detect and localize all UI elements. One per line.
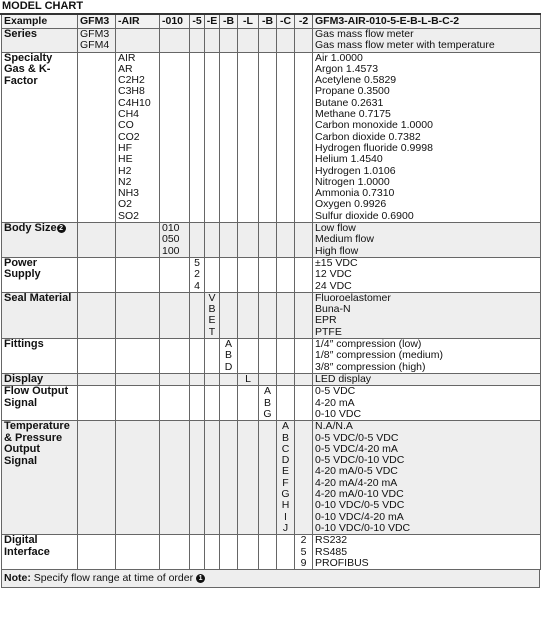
row-display xyxy=(2,373,541,386)
header-col-temp-output: -C xyxy=(277,15,295,29)
code-cell xyxy=(220,535,238,570)
code-cell xyxy=(205,257,220,292)
code-cell xyxy=(295,339,313,374)
row-label-text: Digital Interface xyxy=(4,534,50,558)
option-description: Oxygen 0.9926 xyxy=(315,198,387,211)
code-cell xyxy=(78,29,116,53)
code-cell xyxy=(78,292,116,338)
option-description: Acetylene 0.5829 xyxy=(315,74,397,87)
code-cell xyxy=(220,29,238,53)
description-cell xyxy=(313,339,541,374)
code-cell xyxy=(190,386,205,421)
header-label: Example xyxy=(2,15,78,29)
code-cell xyxy=(295,373,313,386)
code-cell xyxy=(295,535,313,570)
option-description: Butane 0.2631 xyxy=(315,96,384,109)
option-description: 4-20 mA/0-5 VDC xyxy=(315,465,398,478)
description-cell xyxy=(313,29,541,53)
option-code: B xyxy=(224,349,232,362)
code-cell xyxy=(238,339,259,374)
row-fittings xyxy=(2,339,541,374)
option-description: Carbon dioxide 0.7382 xyxy=(315,130,421,143)
code-cell xyxy=(259,223,277,258)
code-cell xyxy=(160,373,190,386)
option-code: 5 xyxy=(194,257,200,269)
footnote-1-icon: 1 xyxy=(196,574,205,583)
option-code: H xyxy=(281,499,290,512)
option-code: 2 xyxy=(194,268,200,281)
option-description: 24 VDC xyxy=(315,279,352,292)
code-cell xyxy=(160,29,190,53)
code-cell xyxy=(205,223,220,258)
code-cell xyxy=(190,223,205,258)
option-description: 1/8″ compression (medium) xyxy=(315,349,444,362)
code-cell xyxy=(238,386,259,421)
option-description: PROFIBUS xyxy=(315,556,369,569)
code-cell xyxy=(220,292,238,338)
code-cell xyxy=(295,223,313,258)
row-label xyxy=(2,29,78,53)
header-col-power: -5 xyxy=(190,15,205,29)
option-code: B xyxy=(281,431,289,444)
code-cell xyxy=(78,257,116,292)
code-cell xyxy=(220,386,238,421)
option-description: Fluoroelastomer xyxy=(315,292,391,304)
option-description: 1/4″ compression (low) xyxy=(315,338,422,351)
code-cell xyxy=(205,386,220,421)
code-cell xyxy=(116,52,160,222)
option-description: 0-5 VDC/0-10 VDC xyxy=(315,454,405,467)
code-cell xyxy=(277,29,295,53)
row-label-text: Temperature & Pressure Output Signal xyxy=(4,420,70,467)
option-description: Helium 1.4540 xyxy=(315,153,383,166)
option-code: C3H8 xyxy=(118,85,145,98)
option-description: 12 VDC xyxy=(315,268,352,281)
option-description: 0-10 VDC/0-5 VDC xyxy=(315,499,405,512)
code-cell xyxy=(78,421,116,535)
option-description: Nitrogen 1.0000 xyxy=(315,175,390,188)
code-cell xyxy=(205,421,220,535)
code-cell xyxy=(116,257,160,292)
option-code: CH4 xyxy=(118,108,140,121)
option-code: C xyxy=(281,442,290,455)
code-cell xyxy=(277,373,295,386)
option-code: A xyxy=(224,338,232,351)
code-cell xyxy=(190,373,205,386)
description-cell xyxy=(313,292,541,338)
option-description: ±15 VDC xyxy=(315,257,358,269)
note-text: Specify flow range at time of order xyxy=(30,572,194,585)
option-code: GFM4 xyxy=(80,39,110,52)
option-code: GFM3 xyxy=(80,28,110,40)
option-code: N2 xyxy=(118,175,132,188)
row-label xyxy=(2,257,78,292)
option-description: EPR xyxy=(315,314,337,327)
option-code: O2 xyxy=(118,198,133,211)
option-description: Argon 1.4573 xyxy=(315,62,379,75)
code-cell xyxy=(205,52,220,222)
option-description: RS232 xyxy=(315,534,348,547)
description-cell xyxy=(313,535,541,570)
row-body-size xyxy=(2,223,541,258)
option-description: 0-5 VDC/0-5 VDC xyxy=(315,431,399,444)
header-col-series: GFM3 xyxy=(78,15,116,29)
option-code: C4H10 xyxy=(118,96,151,109)
code-cell xyxy=(295,292,313,338)
row-flow-output-signal xyxy=(2,386,541,421)
option-code: 5 xyxy=(300,545,307,558)
code-cell xyxy=(295,421,313,535)
option-description: Propane 0.3500 xyxy=(315,85,390,98)
code-cell xyxy=(160,292,190,338)
code-cell xyxy=(277,52,295,222)
option-code: A xyxy=(263,385,271,398)
option-code: H2 xyxy=(118,164,132,177)
code-cell xyxy=(277,223,295,258)
option-code: CO xyxy=(118,119,134,132)
option-description: 0-5 VDC/4-20 mA xyxy=(315,442,398,455)
code-cell xyxy=(116,386,160,421)
code-cell xyxy=(78,535,116,570)
chart-title: MODEL CHART xyxy=(0,0,541,15)
code-cell xyxy=(259,421,277,535)
code-cell xyxy=(295,257,313,292)
option-description: Gas mass flow meter xyxy=(315,28,414,40)
row-label xyxy=(2,421,78,535)
option-code: V xyxy=(208,292,216,304)
option-description: Hydrogen 1.0106 xyxy=(315,164,396,177)
description-cell xyxy=(313,223,541,258)
code-cell xyxy=(116,29,160,53)
header-col-flow-output: -B xyxy=(259,15,277,29)
option-description: 3/8″ compression (high) xyxy=(315,360,426,373)
code-cell xyxy=(160,257,190,292)
option-code: T xyxy=(208,325,216,338)
header-col-size: -010 xyxy=(160,15,190,29)
code-cell xyxy=(220,373,238,386)
code-cell xyxy=(190,52,205,222)
option-code: F xyxy=(282,476,289,489)
row-label xyxy=(2,52,78,222)
code-cell xyxy=(116,339,160,374)
code-cell xyxy=(190,535,205,570)
row-label-text: Specialty Gas & K-Factor xyxy=(4,52,53,87)
code-cell xyxy=(190,421,205,535)
model-chart-table xyxy=(1,15,541,570)
option-description: 0-5 VDC xyxy=(315,385,356,398)
code-cell xyxy=(205,29,220,53)
row-label-text: Fittings xyxy=(4,338,44,351)
option-description: 4-20 mA xyxy=(315,396,355,409)
code-cell xyxy=(116,292,160,338)
header-example: GFM3-AIR-010-5-E-B-L-B-C-2 xyxy=(313,15,541,29)
code-cell xyxy=(238,421,259,535)
row-specialty-gas-k-factor xyxy=(2,52,541,222)
option-description: Ammonia 0.7310 xyxy=(315,187,395,200)
option-code: 010 xyxy=(162,222,180,235)
header-col-display: -L xyxy=(238,15,259,29)
code-cell xyxy=(277,421,295,535)
row-label xyxy=(2,535,78,570)
code-cell xyxy=(160,421,190,535)
option-code: SO2 xyxy=(118,209,140,222)
option-code: C2H2 xyxy=(118,74,145,87)
code-cell xyxy=(205,373,220,386)
code-cell xyxy=(259,292,277,338)
option-description: 0-10 VDC xyxy=(315,408,362,420)
row-label xyxy=(2,292,78,338)
code-cell xyxy=(220,421,238,535)
header-row xyxy=(2,15,541,29)
row-series xyxy=(2,29,541,53)
code-cell xyxy=(277,535,295,570)
description-cell xyxy=(313,373,541,386)
code-cell xyxy=(78,52,116,222)
option-code: B xyxy=(263,396,271,409)
code-cell xyxy=(190,29,205,53)
option-code: 4 xyxy=(194,279,200,292)
header-col-gas: -AIR xyxy=(116,15,160,29)
option-description: Air 1.0000 xyxy=(315,52,363,64)
option-code: I xyxy=(284,510,287,523)
row-label xyxy=(2,373,78,386)
option-description: Buna-N xyxy=(315,303,351,316)
code-cell xyxy=(160,52,190,222)
option-description: Low flow xyxy=(315,222,356,235)
option-code: 050 xyxy=(162,233,180,246)
option-code: 9 xyxy=(300,556,307,569)
option-code: G xyxy=(281,488,290,501)
option-code: CO2 xyxy=(118,130,140,143)
code-cell xyxy=(259,339,277,374)
code-cell xyxy=(238,52,259,222)
code-cell xyxy=(205,292,220,338)
code-cell xyxy=(190,292,205,338)
header-col-fittings: -B xyxy=(220,15,238,29)
option-code: 2 xyxy=(300,534,307,547)
code-cell xyxy=(190,257,205,292)
code-cell xyxy=(160,386,190,421)
option-code: HE xyxy=(118,153,133,166)
row-label xyxy=(2,223,78,258)
option-code: B xyxy=(208,303,216,316)
row-seal-material xyxy=(2,292,541,338)
footnote-2-icon: 2 xyxy=(57,224,66,233)
option-description: Sulfur dioxide 0.6900 xyxy=(315,209,414,222)
code-cell xyxy=(295,52,313,222)
option-code: G xyxy=(263,408,272,420)
option-description: 4-20 mA/0-10 VDC xyxy=(315,488,404,501)
option-code: HF xyxy=(118,141,132,154)
code-cell xyxy=(238,292,259,338)
footnote xyxy=(1,570,540,588)
code-cell xyxy=(78,223,116,258)
option-code: L xyxy=(245,373,251,385)
row-label-text: Power Supply xyxy=(4,257,41,281)
option-description: High flow xyxy=(315,244,359,257)
code-cell xyxy=(238,257,259,292)
code-cell xyxy=(220,223,238,258)
option-description: Hydrogen fluoride 0.9998 xyxy=(315,141,433,154)
option-code: AR xyxy=(118,62,133,75)
row-label xyxy=(2,386,78,421)
option-description: Medium flow xyxy=(315,233,374,246)
row-label xyxy=(2,339,78,374)
code-cell xyxy=(259,52,277,222)
description-cell xyxy=(313,386,541,421)
code-cell xyxy=(205,535,220,570)
code-cell xyxy=(78,386,116,421)
row-label-text: Series xyxy=(4,28,38,40)
option-description: N.A/N.A xyxy=(315,420,353,433)
code-cell xyxy=(160,535,190,570)
note-label: Note: xyxy=(4,572,31,585)
code-cell xyxy=(238,373,259,386)
option-description: Methane 0.7175 xyxy=(315,108,391,121)
code-cell xyxy=(259,29,277,53)
code-cell xyxy=(116,373,160,386)
option-code: A xyxy=(281,420,289,433)
option-code: 100 xyxy=(162,244,180,257)
code-cell xyxy=(116,535,160,570)
header-col-seal: -E xyxy=(205,15,220,29)
option-description: LED display xyxy=(315,373,372,385)
code-cell xyxy=(277,386,295,421)
option-code: D xyxy=(281,454,290,467)
code-cell xyxy=(277,257,295,292)
code-cell xyxy=(220,339,238,374)
code-cell xyxy=(220,257,238,292)
row-temperature-pressure-output-signal xyxy=(2,421,541,535)
code-cell xyxy=(259,386,277,421)
option-description: Gas mass flow meter with temperature xyxy=(315,39,495,52)
row-digital-interface xyxy=(2,535,541,570)
row-label-text: Body Size xyxy=(4,222,57,235)
code-cell xyxy=(238,223,259,258)
code-cell xyxy=(238,29,259,53)
option-code: J xyxy=(282,521,289,534)
code-cell xyxy=(259,373,277,386)
code-cell xyxy=(259,535,277,570)
description-cell xyxy=(313,421,541,535)
code-cell xyxy=(295,386,313,421)
code-cell xyxy=(295,29,313,53)
code-cell xyxy=(78,339,116,374)
option-description: Carbon monoxide 1.0000 xyxy=(315,119,433,132)
option-description: PTFE xyxy=(315,325,342,338)
row-label-text: Seal Material xyxy=(4,292,72,304)
option-code: NH3 xyxy=(118,187,140,200)
option-code: E xyxy=(208,314,216,327)
code-cell xyxy=(116,223,160,258)
option-code: AIR xyxy=(118,52,136,64)
row-label-text: Display xyxy=(4,373,44,385)
code-cell xyxy=(78,373,116,386)
option-description: RS485 xyxy=(315,545,348,558)
code-cell xyxy=(160,339,190,374)
description-cell xyxy=(313,52,541,222)
code-cell xyxy=(277,292,295,338)
code-cell xyxy=(238,535,259,570)
code-cell xyxy=(116,421,160,535)
row-label-text: Flow Output Signal xyxy=(4,385,69,409)
option-description: 4-20 mA/4-20 mA xyxy=(315,476,398,489)
code-cell xyxy=(190,339,205,374)
header-col-digital: -2 xyxy=(295,15,313,29)
row-power-supply xyxy=(2,257,541,292)
description-cell xyxy=(313,257,541,292)
code-cell xyxy=(277,339,295,374)
code-cell xyxy=(160,223,190,258)
code-cell xyxy=(205,339,220,374)
option-code: E xyxy=(281,465,289,478)
code-cell xyxy=(220,52,238,222)
option-description: 0-10 VDC/4-20 mA xyxy=(315,510,404,523)
option-description: 0-10 VDC/0-10 VDC xyxy=(315,521,411,534)
option-code: D xyxy=(224,360,233,373)
code-cell xyxy=(259,257,277,292)
